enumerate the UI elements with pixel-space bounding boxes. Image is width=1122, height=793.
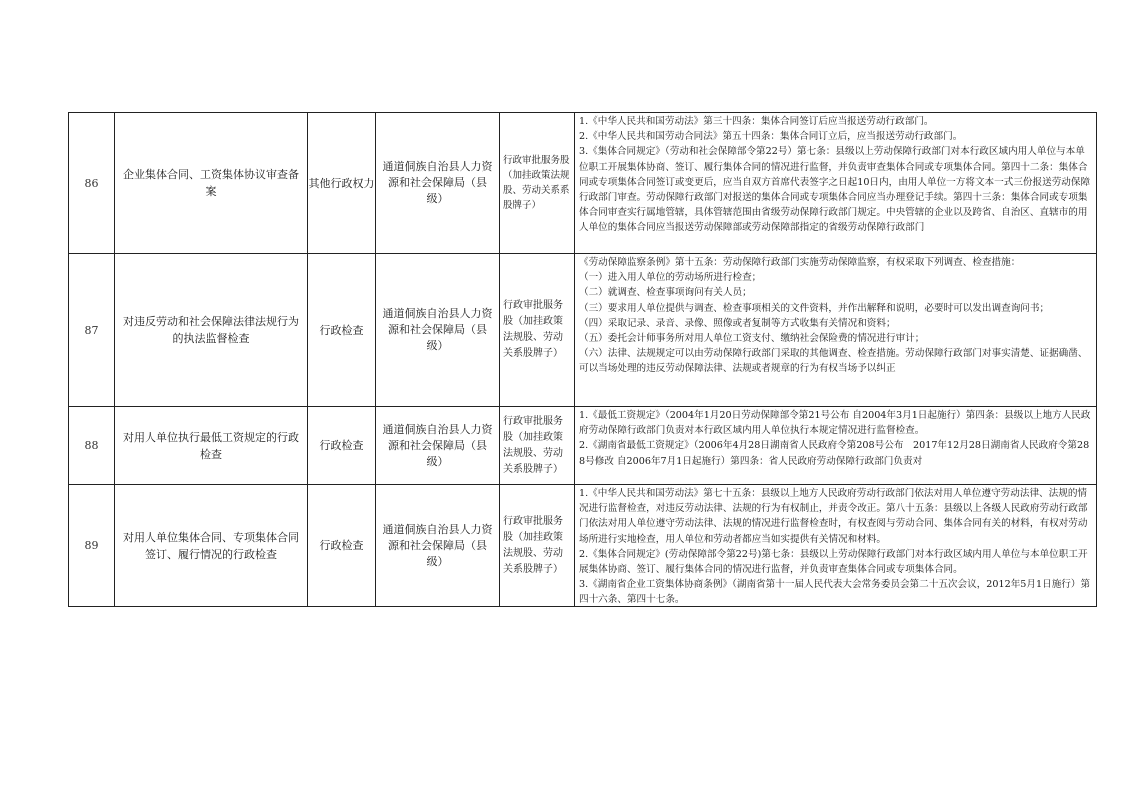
- implementing-department: 通道侗族自治县人力资源和社会保障局（县级）: [376, 254, 500, 407]
- document-page: [68, 112, 1091, 607]
- table-row: [69, 254, 1097, 407]
- basis-line: （五）委托会计师事务所对用人单位工资支付、缴纳社会保险费的情况进行审计；: [579, 333, 925, 345]
- basis-line: 1.《中华人民共和国劳动法》第三十四条：集体合同签订后应当报送劳动行政部门。: [579, 116, 934, 127]
- power-name: 对违反劳动和社会保障法律法规行为的执法监督检查: [115, 254, 308, 407]
- table-row: [69, 485, 1097, 607]
- power-type: 行政检查: [308, 485, 376, 607]
- row-number: 89: [69, 485, 115, 607]
- basis-line: 3.《集体合同规定》（劳动和社会保障部令第22号）第七条：县级以上劳动保障行政部门对本行政区域内用人单位与本单位职工开展集体协商、签订、履行集体合同的情况进行监督，并负责审查集体合同或专项集体合同。第四十二条：集体合同或专项集体合同签订或变更后，应当自双方首席代表签字之日起10日内，由用人单位一方将文本一式三份报送劳动保障行政部门审查。劳动保障行政部门对报送的集体合同或专项集体合同应当办理登记手续。第四十三条：集体合同或专项集体合同审查实行属地管辖，具体管辖范围由省级劳动保障行政部门规定。中央管辖的企业以及跨省、自治区、直辖市的用人单位的集体合同应当报送劳动保障部或劳动保障部指定的省级劳动保障行政部门: [579, 146, 1091, 234]
- responsible-unit: 行政审批服务股（加挂政策法规股、劳动关系股牌子）: [500, 485, 575, 607]
- power-name: 对用人单位集体合同、专项集体合同签订、履行情况的行政检查: [115, 485, 308, 607]
- basis-line: 2.《中华人民共和国劳动合同法》第五十四条：集体合同订立后，应当报送劳动行政部门。: [579, 131, 963, 143]
- legal-basis: [575, 254, 1097, 407]
- basis-line: 2.《集体合同规定》(劳动保障部令第22号)第七条：县级以上劳动保障行政部门对本行政区域内用人单位与本单位职工开展集体协商、签订、履行集体合同的情况进行监督，并负责审查集体合同或专项集体合同。: [579, 548, 1088, 576]
- implementing-department: 通道侗族自治县人力资源和社会保障局（县级）: [376, 485, 500, 607]
- row-number: 86: [69, 113, 115, 254]
- responsible-unit: 行政审批服务股（加挂政策法规股、劳动关系股牌子）: [500, 407, 575, 485]
- legal-basis: [575, 113, 1097, 254]
- table-row: [69, 113, 1097, 254]
- legal-basis: [575, 485, 1097, 607]
- basis-line: 2.《湖南省最低工资规定》（2006年4月28日湖南省人民政府令第208号公布 2017年12月28日湖南省人民政府令第288号修改 自2006年7月1日起施行）第四条：省人民政府劳动保障行政部门负责对: [579, 440, 1090, 467]
- power-type: 其他行政权力: [308, 113, 376, 254]
- basis-line: 3.《湖南省企业工资集体协商条例》（湖南省第十一届人民代表大会常务委员会第二十五次会议，2012年5月1日施行）第四十六条、第四十七条。: [579, 579, 1091, 606]
- implementing-department: 通道侗族自治县人力资源和社会保障局（县级）: [376, 407, 500, 485]
- power-type: 行政检查: [308, 407, 376, 485]
- responsible-unit: 行政审批服务股（加挂政策法规股、劳动关系股牌子）: [500, 254, 575, 407]
- legal-basis: [575, 407, 1097, 485]
- basis-line: （四）采取记录、录音、录像、照像或者复制等方式收集有关情况和资料；: [579, 317, 896, 329]
- responsible-unit: 行政审批服务股（加挂政策法规股、劳动关系系股牌子）: [500, 113, 575, 254]
- basis-line: （六）法律、法规规定可以由劳动保障行政部门采取的其他调查、检查措施。劳动保障行政部门对事实清楚、证据确凿、可以当场处理的违反劳动保障法律、法规或者规章的行为有权当场予以纠正: [579, 348, 1088, 375]
- basis-line: （三）要求用人单位提供与调查、检查事项相关的文件资料，并作出解释和说明，必要时可以发出调查询问书；: [579, 302, 1050, 314]
- basis-line: 1.《最低工资规定》（2004年1月20日劳动保障部令第21号公布 自2004年3月1日起施行）第四条：县级以上地方人民政府劳动保障行政部门负责对本行政区域内用人单位执行本规定情况进行监督检查。: [579, 410, 1091, 437]
- row-number: 88: [69, 407, 115, 485]
- power-list-table: [68, 112, 1097, 607]
- basis-line: 《劳动保障监察条例》第十五条：劳动保障行政部门实施劳动保障监察，有权采取下列调查、检查措施：: [579, 257, 1021, 268]
- basis-line: （一）进入用人单位的劳动场所进行检查；: [579, 272, 762, 284]
- row-number: 87: [69, 254, 115, 407]
- power-name: 企业集体合同、工资集体协议审查备案: [115, 113, 308, 254]
- power-type: 行政检查: [308, 254, 376, 407]
- basis-line: 1.《中华人民共和国劳动法》第七十五条：县级以上地方人民政府劳动行政部门依法对用人单位遵守劳动法律、法规的情况进行监督检查，对违反劳动法律、法规的行为有权制止，并责令改正。第八十五条：县级以上各级人民政府劳动行政部门依法对用人单位遵守劳动法律、法规的情况进行监督检查时，有权查阅与劳动合同、集体合同有关的材料，有权对劳动场所进行实地检查，用人单位和劳动者都应当如实提供有关情况和材料。: [579, 488, 1088, 545]
- implementing-department: 通道侗族自治县人力资源和社会保障局（县级）: [376, 113, 500, 254]
- table-row: [69, 407, 1097, 485]
- basis-line: （二）就调查、检查事项询问有关人员；: [579, 287, 752, 299]
- power-name: 对用人单位执行最低工资规定的行政检查: [115, 407, 308, 485]
